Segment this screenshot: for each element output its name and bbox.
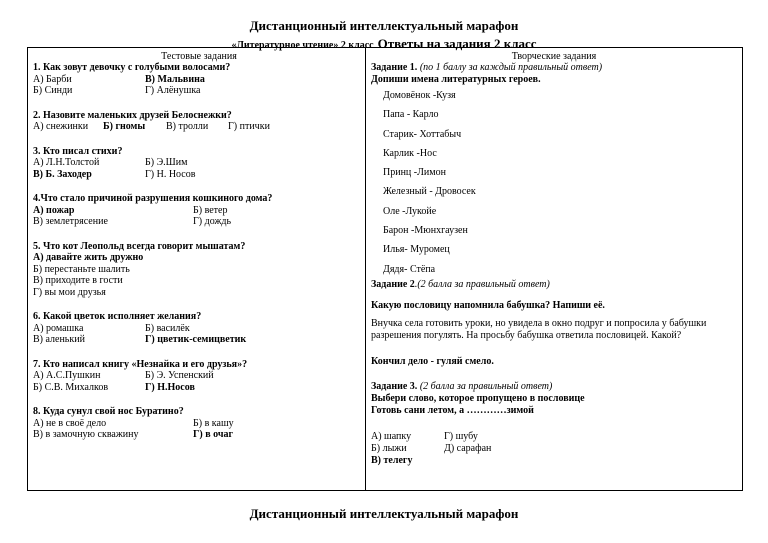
option-row <box>33 252 365 264</box>
creative-tasks-heading: Творческие задания <box>511 51 597 62</box>
option-row <box>33 382 365 394</box>
answer-option: Б) в кашу <box>193 417 234 429</box>
answer-option: Г) дождь <box>193 216 232 227</box>
test-tasks-column <box>28 48 366 490</box>
hero-name: Старик- Хоттабыч <box>383 128 462 140</box>
question-text: 2. Назовите маленьких друзей Белоснежки? <box>33 109 232 121</box>
question-text: 7. Кто написал книгу «Незнайка и его друзья»? <box>33 358 248 370</box>
answer-option: Г) в очаг <box>193 429 234 440</box>
option-row <box>33 74 365 86</box>
answer-option: Г) шубу <box>444 430 478 442</box>
hero-list <box>371 86 737 279</box>
option-row <box>33 205 365 217</box>
answer-option: Б) перестаньте шалить <box>33 263 130 275</box>
option-row <box>33 275 365 287</box>
question-text: 3. Кто писал стихи? <box>33 145 123 157</box>
task2-note: .(2 балла за правильный ответ) <box>414 278 550 290</box>
option-row <box>371 443 737 455</box>
answer-option: А) шапку <box>371 430 412 442</box>
hero-name: Дядя- Стёпа <box>383 263 436 275</box>
task1-note: (по 1 баллу за каждый правильный ответ) <box>419 62 603 73</box>
page-title: Дистанционный интеллектуальный марафон <box>249 18 519 33</box>
hero-name: Илья- Муромец <box>383 244 450 256</box>
answer-option: В) приходите в гости <box>33 275 123 286</box>
task3-text1: Выбери слово, которое пропущено в пословице <box>371 392 585 404</box>
answer-option: В) тролли <box>166 121 209 132</box>
task2-story: Внучка села готовить уроки, но увидела в окно подруг и попросила у бабушки разрешения погулять. На просьбу бабушка ответила пословицей. Какой? <box>371 317 707 341</box>
question-5 <box>33 241 365 299</box>
task1-header <box>371 62 737 74</box>
answer-option: А) не в своё дело <box>33 417 107 429</box>
answer-option: В) телегу <box>371 454 413 466</box>
test-tasks-heading: Тестовые задания <box>161 51 237 62</box>
answer-option: А) ромашка <box>33 322 84 334</box>
answer-option: А) Барби <box>33 73 72 85</box>
creative-tasks-column <box>366 48 742 490</box>
option-row <box>33 334 365 346</box>
answer-option: Б) гномы <box>103 121 146 132</box>
answer-option: А) пожар <box>33 204 75 216</box>
task1-text: Допиши имена литературных героев. <box>371 74 541 85</box>
answer-option: Г) птички <box>228 121 270 132</box>
option-row <box>33 370 365 382</box>
hero-name: Барон -Мюнхгаузен <box>383 225 468 237</box>
answer-option: Б) Э.Шим <box>145 157 188 168</box>
answer-option: Б) василёк <box>145 322 190 334</box>
option-row <box>33 323 365 335</box>
hero-name: Карлик -Нос <box>383 147 437 159</box>
question-8 <box>33 406 365 441</box>
option-row <box>33 264 365 276</box>
option-row <box>371 431 737 443</box>
task2-label: Задание 2 <box>371 278 415 290</box>
task1-label: Задание 1. <box>371 62 418 73</box>
option-row <box>33 85 365 97</box>
answer-option: А) снежинки <box>33 121 89 132</box>
question-text: 4.Что стало причиной разрушения кошкиного дома? <box>33 193 273 204</box>
task3-note: (2 балла за правильный ответ) <box>419 380 553 392</box>
answer-option: А) давайте жить дружно <box>33 252 144 263</box>
question-1 <box>33 62 365 97</box>
question-6 <box>33 311 365 346</box>
answer-option: Б) Э. Успенский <box>145 370 214 381</box>
answer-option: Б) лыжи <box>371 442 407 454</box>
option-row <box>33 429 365 441</box>
question-2 <box>33 110 365 133</box>
option-row <box>33 121 365 133</box>
hero-name: Домовёнок -Кузя <box>383 90 456 101</box>
footer-title: Дистанционный интеллектуальный марафон <box>249 506 519 521</box>
task2-answer: Кончил дело - гуляй смело. <box>371 355 494 367</box>
answer-option: Б) Синди <box>33 85 73 96</box>
task2-header <box>371 279 737 291</box>
option-row <box>33 169 365 181</box>
answer-option: А) А.С.Пушкин <box>33 370 101 381</box>
answer-option: В) аленький <box>33 334 85 345</box>
option-row <box>371 455 737 467</box>
option-row <box>33 216 365 228</box>
question-4 <box>33 193 365 228</box>
answer-option: В) землетрясение <box>33 216 108 227</box>
question-text: 6. Какой цветок исполняет желания? <box>33 311 202 322</box>
question-3 <box>33 146 365 181</box>
hero-name: Принц -Лимон <box>383 167 446 179</box>
task3-label: Задание 3. <box>371 380 418 392</box>
answer-option: Г) Алёнушка <box>145 85 201 96</box>
question-text: 1. Как зовут девочку с голубыми волосами? <box>33 62 231 73</box>
hero-name: Оле -Лукойе <box>383 205 437 217</box>
answer-option: В) в замочную скважину <box>33 429 139 440</box>
answer-option: Г) Н.Носов <box>145 381 195 393</box>
question-7 <box>33 359 365 394</box>
answer-option: Г) Н. Носов <box>145 168 196 180</box>
option-row <box>33 418 365 430</box>
answer-option: Д) сарафан <box>444 442 492 454</box>
subtitle-answers: Ответы на задания 2 класс <box>377 36 537 51</box>
task2-text: Какую пословицу напомнила бабушка? Напиши её. <box>371 299 605 311</box>
answers-table <box>27 47 743 491</box>
hero-name: Папа - Карло <box>383 109 439 121</box>
answer-option: Г) цветик-семицветик <box>145 334 247 345</box>
question-list <box>33 62 365 441</box>
option-row <box>33 287 365 299</box>
hero-name: Железный - Дровосек <box>383 186 476 198</box>
answer-option: Г) вы мои друзья <box>33 286 106 298</box>
task3-options <box>371 431 737 467</box>
subtitle-subject: «Литературное чтение» 2 класс <box>231 40 374 51</box>
option-row <box>33 157 365 169</box>
answer-option: В) Мальвина <box>145 73 205 85</box>
answer-option: Б) ветер <box>193 204 228 216</box>
answer-option: Б) С.В. Михалков <box>33 381 109 393</box>
task3-text2: Готовь сани летом, а …………зимой <box>371 404 534 416</box>
answer-option: А) Л.Н.Толстой <box>33 157 100 168</box>
task3-header <box>371 381 737 393</box>
question-text: 8. Куда сунул свой нос Буратино? <box>33 406 184 417</box>
answer-option: В) Б. Заходер <box>33 168 92 180</box>
question-text: 5. Что кот Леопольд всегда говорит мышатам? <box>33 240 246 252</box>
